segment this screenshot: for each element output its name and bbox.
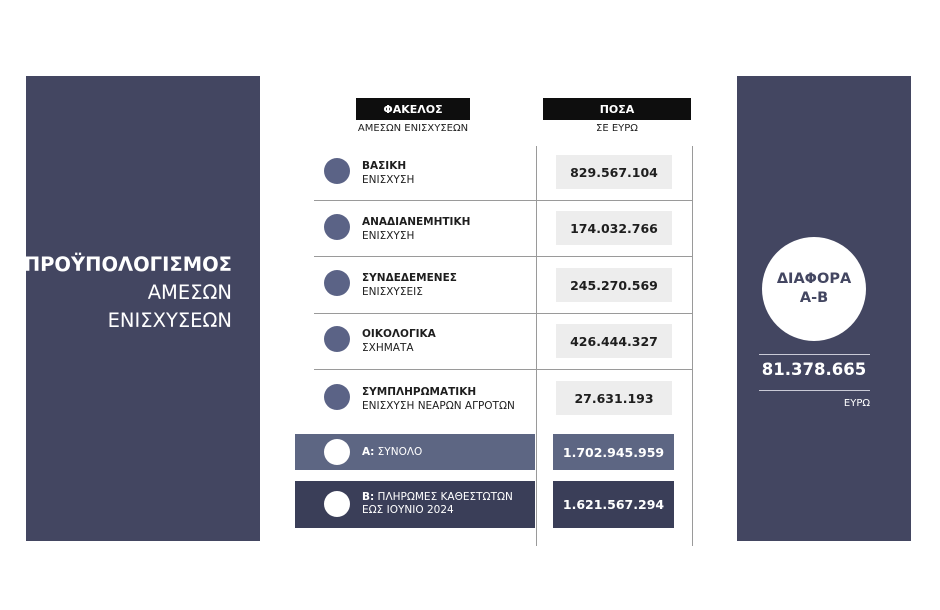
- total-value: 1.702.945.959: [553, 434, 674, 470]
- row-value: 245.270.569: [556, 268, 672, 302]
- folder-header: ΦΑΚΕΛΟΣ: [356, 98, 470, 120]
- row-label: [362, 160, 414, 187]
- payments-value: 1.621.567.294: [553, 481, 674, 528]
- row-divider: [314, 369, 692, 370]
- bullet-icon: [324, 326, 350, 352]
- divider: [759, 354, 870, 355]
- row-title: ΣΥΝΔΕΔΕΜΕΝΕΣ: [362, 272, 457, 284]
- bullet-icon: [324, 214, 350, 240]
- row-label: [362, 272, 457, 299]
- row-value: 829.567.104: [556, 155, 672, 189]
- row-label: [362, 328, 436, 355]
- row-divider: [314, 256, 692, 257]
- budget-title: [0, 251, 232, 335]
- payments-text-line1: ΠΛΗΡΩΜΕΣ ΚΑΘΕΣΤΩΤΩΝ: [377, 491, 513, 503]
- budget-title-line2: ΑΜΕΣΩΝ: [147, 281, 232, 304]
- difference-unit: ΕΥΡΩ: [843, 398, 870, 409]
- folder-subheader: ΑΜΕΣΩΝ ΕΝΙΣΧΥΣΕΩΝ: [357, 123, 469, 134]
- payments-text-line2: ΕΩΣ ΙΟΥΝΙΟ 2024: [362, 504, 454, 516]
- difference-label-line2: Α-Β: [799, 290, 829, 306]
- row-value: 174.032.766: [556, 211, 672, 245]
- amount-header: ΠΟΣΑ: [543, 98, 691, 120]
- row-subtitle: ΕΝΙΣΧΥΣΗ: [362, 229, 415, 242]
- bullet-icon: [324, 158, 350, 184]
- total-prefix: Α:: [362, 446, 375, 458]
- difference-value: 81.378.665: [761, 360, 867, 379]
- row-subtitle: ΕΝΙΣΧΥΣΕΙΣ: [362, 285, 423, 298]
- budget-title-line3: ΕΝΙΣΧΥΣΕΩΝ: [107, 309, 232, 332]
- row-value: 27.631.193: [556, 381, 672, 415]
- difference-label-line1: ΔΙΑΦΟΡΑ: [776, 271, 852, 287]
- row-divider: [314, 313, 692, 314]
- total-label: [362, 446, 422, 459]
- table-right-border: [692, 146, 693, 546]
- budget-title-line1: ΠΡΟΫΠΟΛΟΓΙΣΜΟΣ: [23, 253, 232, 276]
- row-label: [362, 386, 515, 413]
- row-value: 426.444.327: [556, 324, 672, 358]
- row-title: ΑΝΑΔΙΑΝΕΜΗΤΙΚΗ: [362, 216, 471, 228]
- row-subtitle: ΕΝΙΣΧΥΣΗ: [362, 173, 415, 186]
- payments-label: [362, 491, 513, 517]
- bullet-icon: [324, 384, 350, 410]
- bullet-icon: [324, 270, 350, 296]
- payments-prefix: Β:: [362, 491, 375, 503]
- row-title: ΒΑΣΙΚΗ: [362, 160, 407, 172]
- divider: [759, 390, 870, 391]
- amount-subheader: ΣΕ ΕΥΡΩ: [596, 123, 638, 134]
- bullet-icon: [324, 439, 350, 465]
- row-title: ΟΙΚΟΛΟΓΙΚΑ: [362, 328, 436, 340]
- row-title: ΣΥΜΠΛΗΡΩΜΑΤΙΚΗ: [362, 386, 477, 398]
- row-divider: [314, 200, 692, 201]
- column-divider: [536, 146, 537, 546]
- difference-circle: [762, 237, 866, 341]
- total-text: ΣΥΝΟΛΟ: [377, 446, 423, 458]
- row-label: [362, 216, 470, 243]
- bullet-icon: [324, 491, 350, 517]
- row-subtitle: ΕΝΙΣΧΥΣΗ ΝΕΑΡΩΝ ΑΓΡΟΤΩΝ: [362, 399, 515, 412]
- row-subtitle: ΣΧΗΜΑΤΑ: [362, 341, 414, 354]
